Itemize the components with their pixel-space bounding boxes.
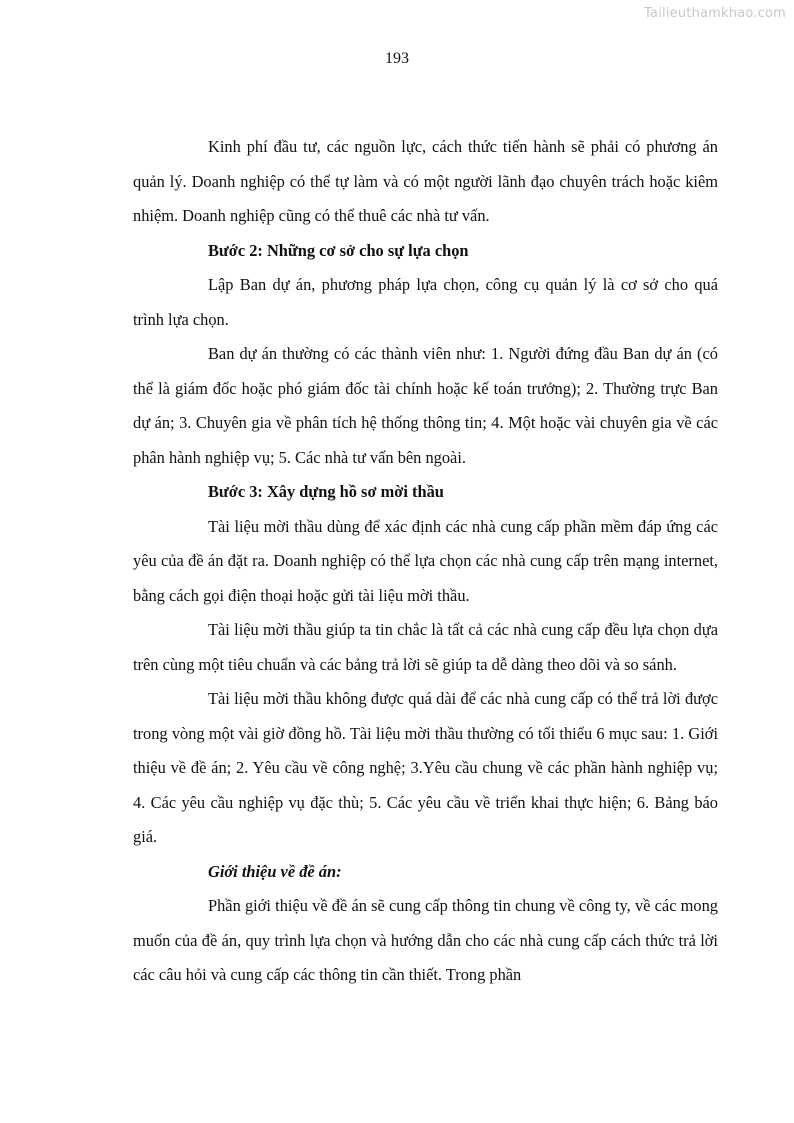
paragraph-3: Ban dự án thường có các thành viên như: 1. Người đứng đầu Ban dự án (có thể là giám đốc hoặc phó giám đốc tài chính hoặc kế toán trưởng); 2. Thường trực Ban dự án; 3. Chuyên gia về phân tích hệ thống thông tin; 4. Một hoặc vài chuyên gia về các phân hành nghiệp vụ; 5. Các nhà tư vấn bên ngoài. — [133, 344, 718, 467]
paragraph-4: Tài liệu mời thầu dùng để xác định các nhà cung cấp phần mềm đáp ứng các yêu của đề án đặt ra. Doanh nghiệp có thể lựa chọn các nhà cung cấp trên mạng internet, bằng cách gọi điện thoại hoặc gửi tài liệu mời thầu. — [133, 516, 718, 605]
heading-buoc-3: Bước 3: Xây dựng hồ sơ mời thầu — [208, 482, 444, 501]
watermark-text: Tailieuthamkhao.com — [644, 6, 786, 21]
paragraph-6: Tài liệu mời thầu không được quá dài để các nhà cung cấp có thể trả lời được trong vòng một vài giờ đồng hồ. Tài liệu mời thầu thường có tối thiểu 6 mục sau: 1. Giới thiệu về đề án; 2. Yêu cầu về công nghệ; 3.Yêu cầu chung về các phần hành nghiệp vụ; 4. Các yêu cầu nghiệp vụ đặc thù; 5. Các yêu cầu về triển khai thực hiện; 6. Bảng báo giá. — [133, 689, 718, 846]
heading-buoc-2: Bước 2: Những cơ sở cho sự lựa chọn — [208, 240, 469, 260]
paragraph-7: Phần giới thiệu về đề án sẽ cung cấp thông tin chung về công ty, về các mong muốn của đề án, quy trình lựa chọn và hướng dẫn cho các nhà cung cấp cách thức trả lời các câu hỏi và cung cấp các thông tin cần thiết. Trong phần — [133, 896, 718, 984]
paragraph-5: Tài liệu mời thầu giúp ta tin chắc là tất cả các nhà cung cấp đều lựa chọn dựa trên cùng một tiêu chuẩn và các bảng trả lời sẽ giúp ta dễ dàng theo dõi và so sánh. — [133, 620, 718, 674]
paragraph-2: Lập Ban dự án, phương pháp lựa chọn, công cụ quản lý là cơ sở cho quá trình lựa chọn. — [133, 275, 718, 329]
heading-gioi-thieu: Giới thiệu về đề án: — [208, 861, 342, 881]
document-body — [133, 130, 718, 993]
paragraph-1: Kinh phí đầu tư, các nguồn lực, cách thức tiến hành sẽ phải có phương án quản lý. Doanh nghiệp có thể tự làm và có một người lãnh đạo chuyên trách hoặc kiêm nhiệm. Doanh nghiệp cũng có thể thuê các nhà tư vấn. — [133, 137, 718, 225]
page-number: 193 — [385, 50, 409, 67]
